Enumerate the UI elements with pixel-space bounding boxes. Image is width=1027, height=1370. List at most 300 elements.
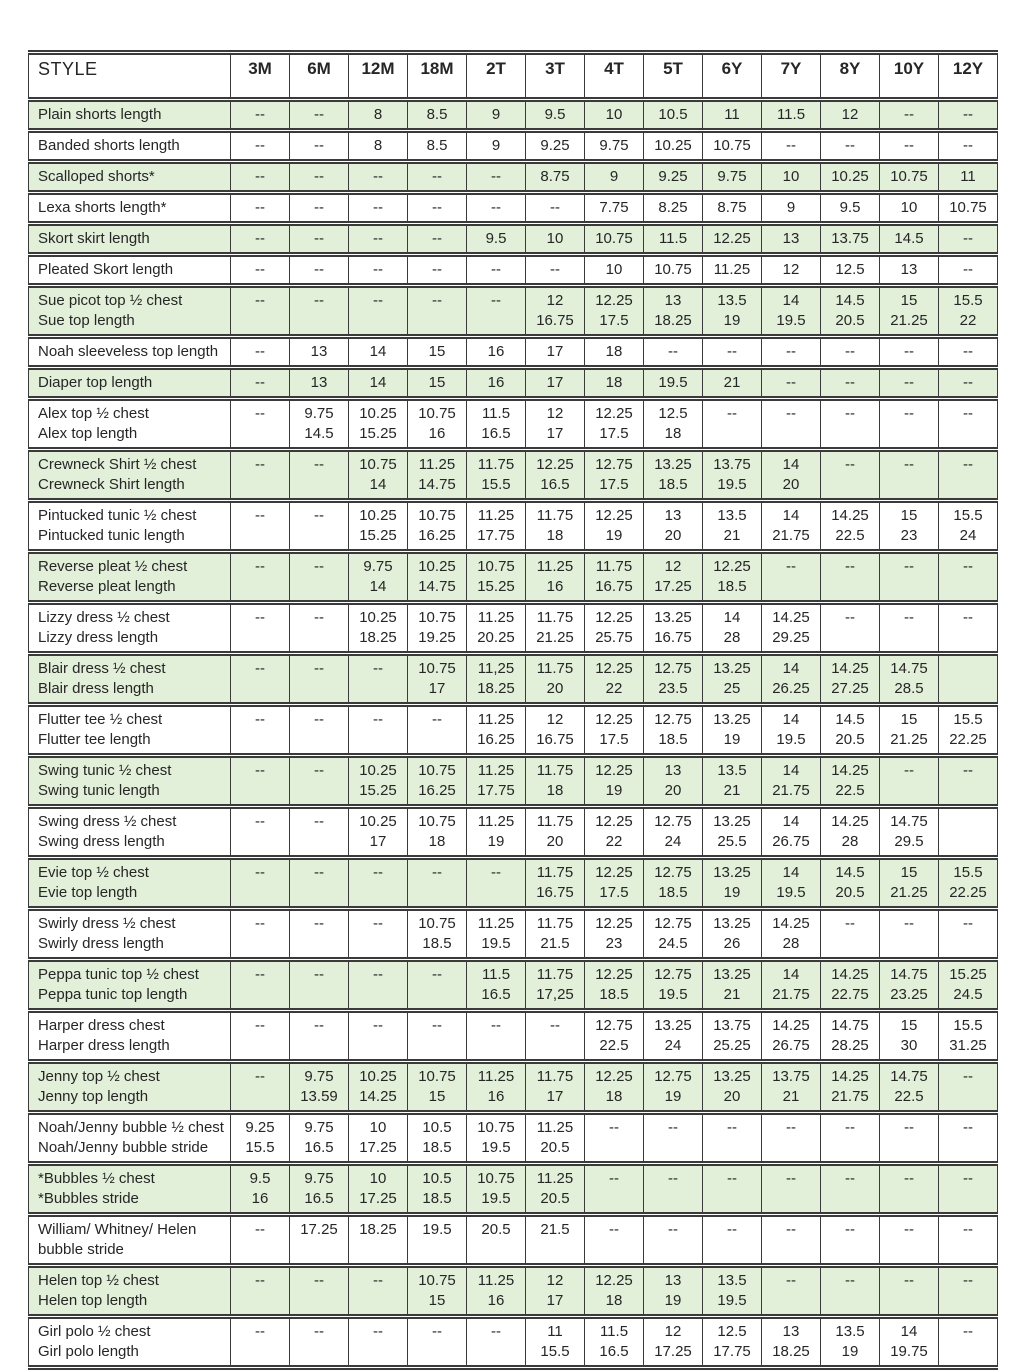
size-cell: 12 16.75: [526, 705, 585, 756]
size-cell: 7.75: [585, 193, 644, 224]
size-cell: 11.25 16: [467, 1062, 526, 1113]
size-cell: --: [290, 450, 349, 501]
table-row: [29, 960, 998, 1011]
size-cell: 10.75: [703, 131, 762, 162]
size-cell: 11.75 21.5: [526, 909, 585, 960]
size-cell: --: [231, 807, 290, 858]
size-cell: 13 19: [644, 1266, 703, 1317]
size-cell: 15 21.25: [880, 705, 939, 756]
size-cell: --: [290, 162, 349, 193]
size-cell: --: [880, 100, 939, 131]
row-label: William/ Whitney/ Helen bubble stride: [29, 1215, 231, 1266]
size-cell: 14.5: [880, 224, 939, 255]
row-label: Swing tunic ½ chest Swing tunic length: [29, 756, 231, 807]
row-label: Jenny top ½ chest Jenny top length: [29, 1062, 231, 1113]
size-cell: --: [231, 501, 290, 552]
size-cell: --: [290, 909, 349, 960]
size-cell: --: [290, 705, 349, 756]
size-cell: --: [467, 858, 526, 909]
size-cell: 11.25 16: [526, 552, 585, 603]
size-cell: 13: [290, 368, 349, 399]
size-cell: --: [467, 286, 526, 337]
table-row: [29, 1317, 998, 1368]
size-cell: 14.5 20.5: [821, 858, 880, 909]
size-cell: 10.75 19.5: [467, 1164, 526, 1215]
size-cell: --: [880, 337, 939, 368]
column-header: 10Y: [880, 53, 939, 100]
size-cell: 17.25: [290, 1215, 349, 1266]
size-cell: 11.5: [762, 100, 821, 131]
size-cell: --: [349, 960, 408, 1011]
size-cell: --: [762, 1113, 821, 1164]
size-cell: --: [880, 1164, 939, 1215]
size-cell: 12 17.25: [644, 1317, 703, 1368]
size-cell: 10.75: [880, 162, 939, 193]
size-cell: 9.75: [585, 131, 644, 162]
size-cell: 13.25 16.75: [644, 603, 703, 654]
size-cell: --: [939, 255, 998, 286]
size-cell: --: [939, 1164, 998, 1215]
size-cell: 14: [349, 368, 408, 399]
size-cell: --: [231, 603, 290, 654]
size-cell: 15.5 24: [939, 501, 998, 552]
size-cell: 12.75 24: [644, 807, 703, 858]
size-cell: 12.75 19: [644, 1062, 703, 1113]
size-cell: 11.25 17.75: [467, 756, 526, 807]
size-cell: 14.25 22.75: [821, 960, 880, 1011]
size-cell: 11.75 16.75: [585, 552, 644, 603]
table-row: [29, 603, 998, 654]
size-cell: 11.75 20: [526, 807, 585, 858]
size-cell: 12.25 18: [585, 1062, 644, 1113]
size-cell: 10.25 17: [349, 807, 408, 858]
row-label: Diaper top length: [29, 368, 231, 399]
size-cell: 16: [467, 337, 526, 368]
table-row: [29, 501, 998, 552]
table-row: [29, 255, 998, 286]
size-cell: 17: [526, 337, 585, 368]
size-cell: 14.25 26.75: [762, 1011, 821, 1062]
size-cell: 13.5 19: [821, 1317, 880, 1368]
size-cell: 13.5 21: [703, 501, 762, 552]
size-cell: --: [349, 654, 408, 705]
row-label: Plain shorts length: [29, 100, 231, 131]
size-cell: --: [880, 603, 939, 654]
size-cell: --: [821, 450, 880, 501]
size-cell: --: [467, 1317, 526, 1368]
size-cell: 9.25 15.5: [231, 1113, 290, 1164]
table-row: [29, 193, 998, 224]
size-cell: 10.25 15.25: [349, 501, 408, 552]
size-cell: --: [231, 162, 290, 193]
size-cell: --: [939, 224, 998, 255]
size-cell: --: [231, 1215, 290, 1266]
size-cell: 10.75: [585, 224, 644, 255]
size-cell: 10.25 14.25: [349, 1062, 408, 1113]
size-cell: 12.25 22: [585, 807, 644, 858]
size-cell: --: [408, 193, 467, 224]
size-cell: 15.5 22.25: [939, 858, 998, 909]
size-cell: 11.25 20.25: [467, 603, 526, 654]
row-label: Girl polo ½ chest Girl polo length: [29, 1317, 231, 1368]
header-row: [29, 53, 998, 100]
size-cell: 10.75 19.5: [467, 1113, 526, 1164]
size-cell: --: [231, 960, 290, 1011]
size-cell: 17: [526, 368, 585, 399]
size-cell: 15.25 24.5: [939, 960, 998, 1011]
size-cell: 13.25 21: [703, 960, 762, 1011]
size-cell: 13.5 21: [703, 756, 762, 807]
size-cell: 15.5 22.25: [939, 705, 998, 756]
size-cell: --: [821, 552, 880, 603]
size-cell: 12.75 18.5: [644, 858, 703, 909]
table-row: [29, 756, 998, 807]
size-cell: 14 20: [762, 450, 821, 501]
row-label: Swirly dress ½ chest Swirly dress length: [29, 909, 231, 960]
size-cell: --: [231, 224, 290, 255]
size-cell: --: [290, 193, 349, 224]
size-cell: 12.75 19.5: [644, 960, 703, 1011]
size-cell: --: [762, 368, 821, 399]
size-cell: 10.75: [644, 255, 703, 286]
size-cell: --: [939, 1266, 998, 1317]
size-cell: 14.25 22.5: [821, 501, 880, 552]
size-cell: --: [231, 1011, 290, 1062]
size-cell: --: [349, 286, 408, 337]
size-cell: 10.5: [644, 100, 703, 131]
size-cell: 13 18.25: [644, 286, 703, 337]
size-cell: 11.25 14.75: [408, 450, 467, 501]
size-cell: 11.25 20.5: [526, 1113, 585, 1164]
size-cell: 14 19.5: [762, 858, 821, 909]
row-label: Pleated Skort length: [29, 255, 231, 286]
size-cell: --: [231, 193, 290, 224]
table-row: [29, 368, 998, 399]
size-cell: --: [231, 255, 290, 286]
size-cell: 12.25 18.5: [703, 552, 762, 603]
size-cell: 12.25 17.5: [585, 286, 644, 337]
size-cell: --: [231, 1266, 290, 1317]
row-label: Flutter tee ½ chest Flutter tee length: [29, 705, 231, 756]
size-cell: --: [526, 255, 585, 286]
size-cell: 11.75 16.75: [526, 858, 585, 909]
size-cell: 12.25 18.5: [585, 960, 644, 1011]
table-row: [29, 807, 998, 858]
size-cell: 10.75 16.25: [408, 501, 467, 552]
size-cell: 8.5: [408, 131, 467, 162]
table-row: [29, 450, 998, 501]
size-cell: 12.5 18: [644, 399, 703, 450]
size-cell: --: [408, 858, 467, 909]
row-label: Blair dress ½ chest Blair dress length: [29, 654, 231, 705]
row-label: Banded shorts length: [29, 131, 231, 162]
size-cell: 14.75 28.5: [880, 654, 939, 705]
size-cell: 11.75 18: [526, 501, 585, 552]
size-cell: 11.75 18: [526, 756, 585, 807]
size-cell: 11.5 16.5: [467, 960, 526, 1011]
size-cell: 10.75 14: [349, 450, 408, 501]
size-cell: --: [231, 368, 290, 399]
size-cell: 10.75 18: [408, 807, 467, 858]
size-cell: 13.25 25: [703, 654, 762, 705]
size-cell: --: [762, 337, 821, 368]
size-cell: --: [821, 1266, 880, 1317]
size-cell: 12.25 17.5: [585, 705, 644, 756]
size-cell: --: [585, 1164, 644, 1215]
size-cell: --: [349, 255, 408, 286]
table-row: [29, 654, 998, 705]
row-label: Crewneck Shirt ½ chest Crewneck Shirt length: [29, 450, 231, 501]
size-cell: 15 23: [880, 501, 939, 552]
size-cell: 9.5 16: [231, 1164, 290, 1215]
size-cell: --: [644, 337, 703, 368]
size-cell: --: [231, 399, 290, 450]
size-cell: 12.25 17.5: [585, 858, 644, 909]
size-cell: 14.25 28: [821, 807, 880, 858]
size-cell: 10: [585, 255, 644, 286]
size-cell: 14.25 27.25: [821, 654, 880, 705]
size-cell: 10.75 15.25: [467, 552, 526, 603]
size-cell: --: [821, 1113, 880, 1164]
size-cell: --: [349, 1317, 408, 1368]
size-cell: 9: [467, 131, 526, 162]
column-header: 12M: [349, 53, 408, 100]
size-cell: --: [349, 705, 408, 756]
size-cell: --: [939, 399, 998, 450]
size-cell: 12.75 23.5: [644, 654, 703, 705]
size-cell: --: [290, 552, 349, 603]
size-cell: --: [821, 368, 880, 399]
size-cell: 11.75 17: [526, 1062, 585, 1113]
table-row: [29, 100, 998, 131]
size-cell: --: [762, 1266, 821, 1317]
row-label: Alex top ½ chest Alex top length: [29, 399, 231, 450]
table-row: [29, 1164, 998, 1215]
size-cell: 13: [880, 255, 939, 286]
size-cell: 10.5 18.5: [408, 1164, 467, 1215]
size-cell: 10: [880, 193, 939, 224]
size-cell: 8: [349, 100, 408, 131]
row-label: Lexa shorts length*: [29, 193, 231, 224]
size-cell: 11.25 19: [467, 807, 526, 858]
size-chart-table: [28, 50, 998, 1370]
size-cell: 12 17.25: [644, 552, 703, 603]
column-header: 8Y: [821, 53, 880, 100]
size-cell: --: [231, 654, 290, 705]
size-cell: 13: [290, 337, 349, 368]
size-cell: 9.75 13.59: [290, 1062, 349, 1113]
size-cell: 14.5 20.5: [821, 705, 880, 756]
size-cell: 14.25 29.25: [762, 603, 821, 654]
size-cell: --: [585, 1113, 644, 1164]
size-cell: --: [939, 552, 998, 603]
size-cell: --: [408, 960, 467, 1011]
size-cell: --: [231, 858, 290, 909]
size-cell: 12.75 18.5: [644, 705, 703, 756]
size-cell: 10: [762, 162, 821, 193]
size-cell: 9: [762, 193, 821, 224]
size-cell: 15: [408, 368, 467, 399]
size-cell: 13.25 24: [644, 1011, 703, 1062]
size-cell: --: [939, 450, 998, 501]
size-cell: --: [290, 960, 349, 1011]
size-cell: --: [408, 286, 467, 337]
size-cell: --: [290, 654, 349, 705]
size-cell: 10.25 18.25: [349, 603, 408, 654]
size-cell: 11.25 20.5: [526, 1164, 585, 1215]
size-cell: 10.25: [644, 131, 703, 162]
size-cell: 13.5 19.5: [703, 1266, 762, 1317]
size-cell: 12.25 22: [585, 654, 644, 705]
size-cell: 13 20: [644, 501, 703, 552]
size-cell: 10.25 14.75: [408, 552, 467, 603]
size-cell: 14.75 22.5: [880, 1062, 939, 1113]
size-cell: 13.25 19: [703, 858, 762, 909]
size-cell: --: [467, 1011, 526, 1062]
size-cell: --: [939, 603, 998, 654]
row-label: Reverse pleat ½ chest Reverse pleat length: [29, 552, 231, 603]
row-label: Lizzy dress ½ chest Lizzy dress length: [29, 603, 231, 654]
size-cell: 9.5: [821, 193, 880, 224]
size-cell: --: [231, 705, 290, 756]
size-cell: 11.75 21.25: [526, 603, 585, 654]
size-cell: 15 21.25: [880, 286, 939, 337]
size-cell: 14 19.5: [762, 286, 821, 337]
size-cell: --: [290, 756, 349, 807]
size-cell: --: [231, 909, 290, 960]
size-cell: --: [349, 224, 408, 255]
size-cell: 13 18.25: [762, 1317, 821, 1368]
size-cell: 13.25 20: [703, 1062, 762, 1113]
size-cell: --: [644, 1215, 703, 1266]
size-cell: 14 21.75: [762, 501, 821, 552]
size-cell: [939, 654, 998, 705]
table-row: [29, 1062, 998, 1113]
column-header: 3T: [526, 53, 585, 100]
table-row: [29, 1215, 998, 1266]
size-cell: --: [880, 552, 939, 603]
column-header: 6Y: [703, 53, 762, 100]
size-cell: --: [231, 337, 290, 368]
size-cell: 12.25 23: [585, 909, 644, 960]
row-label: Noah/Jenny bubble ½ chest Noah/Jenny bubble stride: [29, 1113, 231, 1164]
column-header: 5T: [644, 53, 703, 100]
size-cell: --: [821, 131, 880, 162]
size-cell: --: [349, 193, 408, 224]
size-cell: 9.75 16.5: [290, 1113, 349, 1164]
size-cell: --: [762, 131, 821, 162]
size-cell: --: [349, 909, 408, 960]
size-cell: --: [880, 399, 939, 450]
size-cell: 14.75 29.5: [880, 807, 939, 858]
size-cell: [939, 807, 998, 858]
table-row: [29, 224, 998, 255]
size-cell: 13 20: [644, 756, 703, 807]
size-cell: --: [467, 193, 526, 224]
size-cell: 11.75 17,25: [526, 960, 585, 1011]
size-cell: --: [231, 1062, 290, 1113]
size-cell: 14 19.5: [762, 705, 821, 756]
row-label: Swing dress ½ chest Swing dress length: [29, 807, 231, 858]
size-cell: --: [467, 162, 526, 193]
size-cell: 16: [467, 368, 526, 399]
size-cell: --: [880, 368, 939, 399]
size-cell: 13.25 19: [703, 705, 762, 756]
size-cell: 14 26.75: [762, 807, 821, 858]
size-cell: 14 28: [703, 603, 762, 654]
table-row: [29, 909, 998, 960]
size-cell: --: [408, 224, 467, 255]
size-cell: 11.25: [703, 255, 762, 286]
size-cell: 13.75: [821, 224, 880, 255]
size-cell: 9.75: [703, 162, 762, 193]
size-cell: 12.25 25.75: [585, 603, 644, 654]
size-cell: 13.5 19: [703, 286, 762, 337]
size-cell: 10.75 15: [408, 1266, 467, 1317]
size-cell: --: [939, 1062, 998, 1113]
table-row: [29, 286, 998, 337]
size-cell: 8.25: [644, 193, 703, 224]
size-cell: 19.5: [644, 368, 703, 399]
size-cell: 13.75 25.25: [703, 1011, 762, 1062]
size-cell: 11: [939, 162, 998, 193]
size-cell: --: [821, 909, 880, 960]
size-cell: 14.25 28: [762, 909, 821, 960]
size-cell: --: [762, 399, 821, 450]
size-cell: --: [939, 100, 998, 131]
size-cell: 10 17.25: [349, 1113, 408, 1164]
size-cell: --: [939, 1215, 998, 1266]
size-cell: 11,25 18.25: [467, 654, 526, 705]
size-cell: --: [467, 255, 526, 286]
size-cell: 14: [349, 337, 408, 368]
size-cell: 9.75 14.5: [290, 399, 349, 450]
size-cell: 14.5 20.5: [821, 286, 880, 337]
size-cell: --: [939, 1113, 998, 1164]
size-cell: --: [408, 1317, 467, 1368]
size-cell: 12 16.75: [526, 286, 585, 337]
size-cell: 12.25 16.5: [526, 450, 585, 501]
size-cell: 10 17.25: [349, 1164, 408, 1215]
column-header: 18M: [408, 53, 467, 100]
size-cell: --: [290, 1266, 349, 1317]
size-cell: 14 19.75: [880, 1317, 939, 1368]
size-cell: 15.5 22: [939, 286, 998, 337]
size-cell: 12.75 22.5: [585, 1011, 644, 1062]
size-cell: 9: [585, 162, 644, 193]
table-row: [29, 337, 998, 368]
size-cell: 9.25: [644, 162, 703, 193]
size-cell: --: [644, 1164, 703, 1215]
size-cell: --: [644, 1113, 703, 1164]
size-cell: 8: [349, 131, 408, 162]
size-cell: 9.5: [467, 224, 526, 255]
size-cell: 10.75 18.5: [408, 909, 467, 960]
size-cell: --: [880, 450, 939, 501]
size-cell: 10: [526, 224, 585, 255]
size-cell: 13: [762, 224, 821, 255]
size-cell: --: [880, 756, 939, 807]
size-cell: 18: [585, 368, 644, 399]
size-cell: 11: [703, 100, 762, 131]
size-cell: 14.25 22.5: [821, 756, 880, 807]
size-cell: --: [408, 705, 467, 756]
size-cell: 15 21.25: [880, 858, 939, 909]
table-row: [29, 858, 998, 909]
row-label: Skort skirt length: [29, 224, 231, 255]
size-cell: --: [408, 255, 467, 286]
size-cell: --: [703, 1113, 762, 1164]
